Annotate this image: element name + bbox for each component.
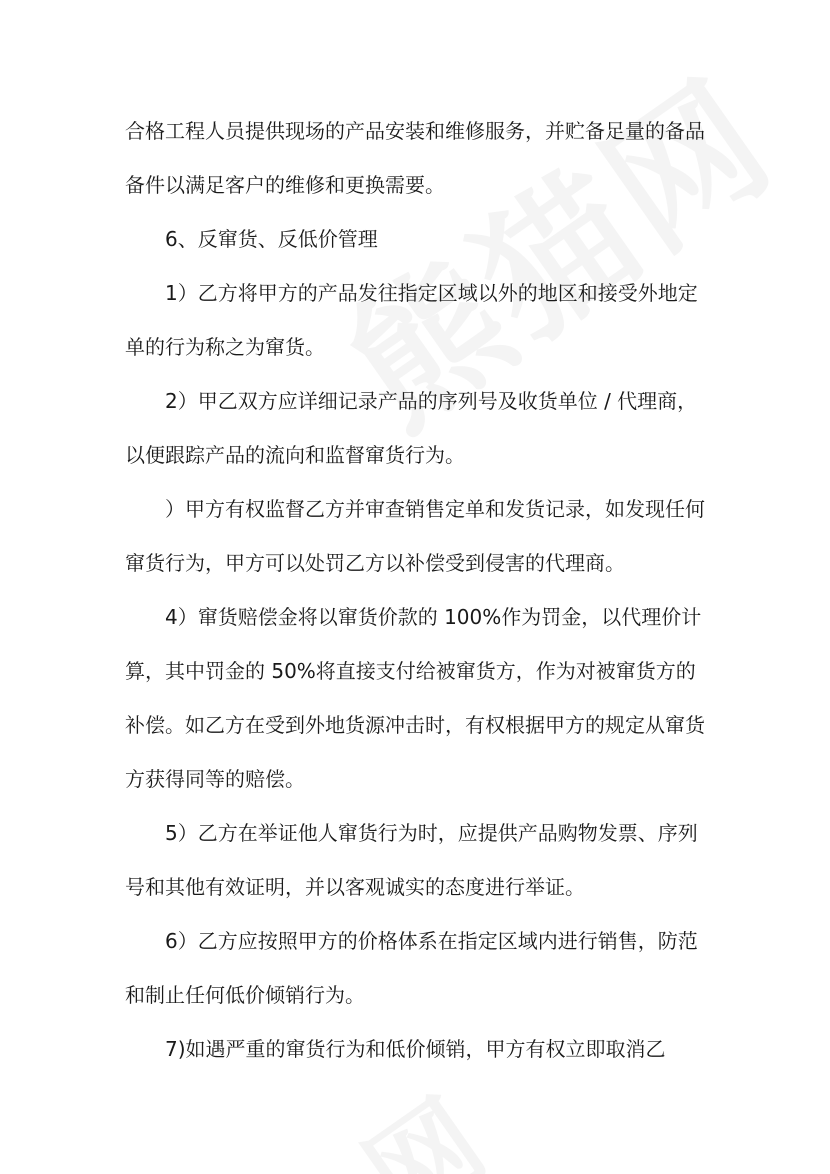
paragraph-item-2: 2）甲乙双方应详细记录产品的序列号及收货单位 / 代理商，以便跟踪产品的流向和监督窜货行为。 (125, 389, 698, 467)
paragraph-item-3: ）甲方有权监督乙方并审查销售定单和发货记录，如发现任何窜货行为，甲方可以处罚乙方以补偿受到侵害的代理商。 (125, 497, 705, 575)
paragraph-item-4: 4）窜货赔偿金将以窜货价款的 100%作为罚金，以代理价计算，其中罚金的 50%将直接支付给被窜货方，作为对被窜货方的补偿。如乙方在受到外地货源冲击时，有权根据甲方的规定从窜货方获得同等的赔偿。 (125, 605, 705, 791)
section-heading: 6、反窜货、反低价管理 (165, 227, 378, 251)
document-body (125, 104, 705, 1076)
paragraph-continuation: 合格工程人员提供现场的产品安装和维修服务，并贮备足量的备品备件以满足客户的维修和更换需要。 (125, 119, 705, 197)
paragraph-item-7: 7)如遇严重的窜货行为和低价倾销，甲方有权立即取消乙 (165, 1037, 666, 1061)
paragraph-item-6: 6）乙方应按照甲方的价格体系在指定区域内进行销售，防范和制止任何低价倾销行为。 (125, 929, 698, 1007)
paragraph-item-5: 5）乙方在举证他人窜货行为时，应提供产品购物发票、序列号和其他有效证明，并以客观诚实的态度进行举证。 (125, 821, 698, 899)
paragraph-item-1: 1）乙方将甲方的产品发往指定区域以外的地区和接受外地定单的行为称之为窜货。 (125, 281, 698, 359)
